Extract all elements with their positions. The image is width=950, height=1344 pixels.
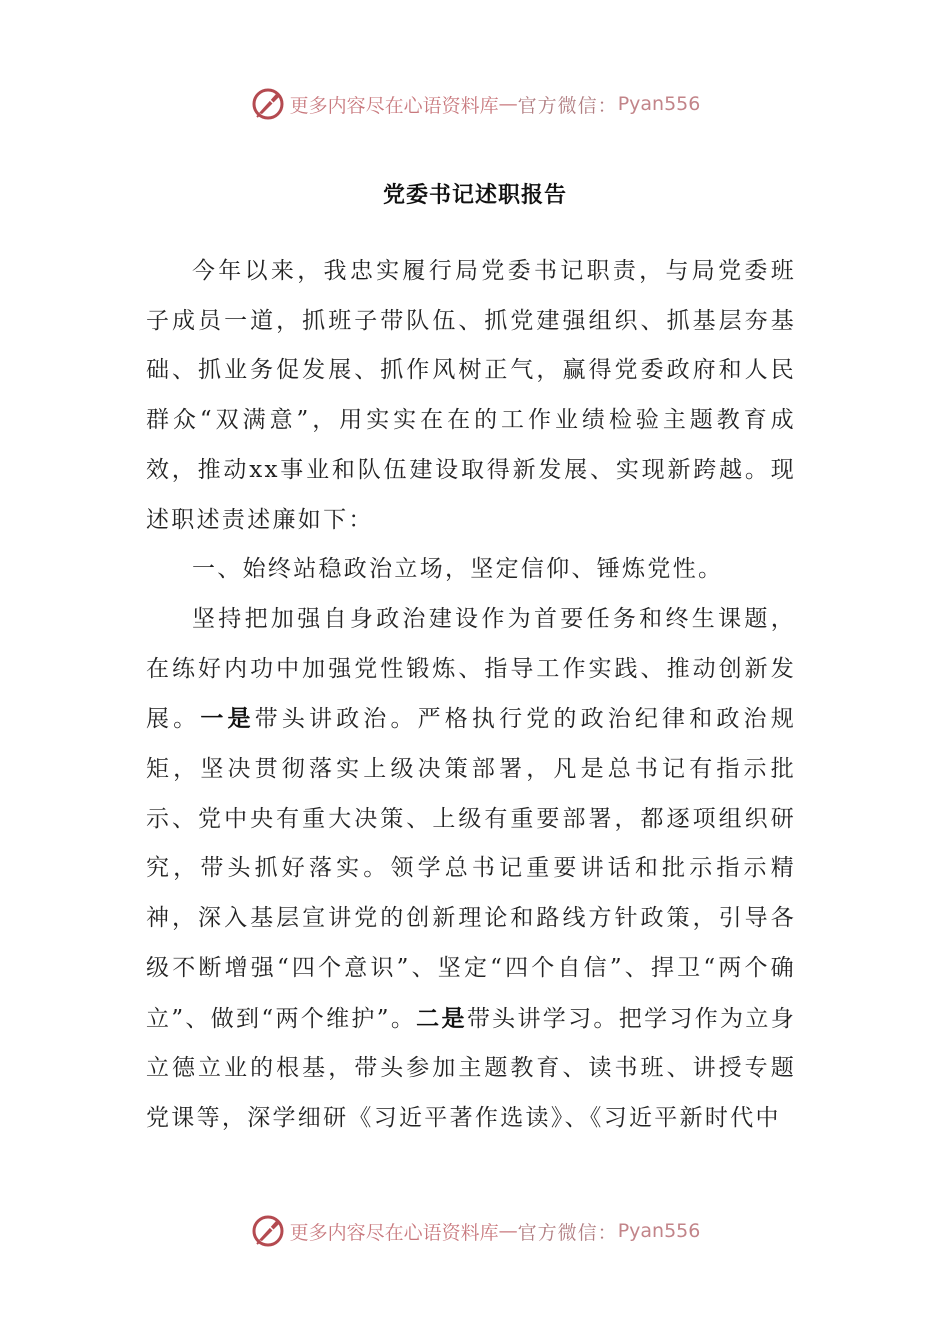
banner-wechat-label: 官方微信： (517, 1221, 618, 1244)
banner-brand: 更多内容尽在心语资料库 (289, 94, 499, 117)
watermark-banner-bottom (0, 1211, 950, 1251)
banner-dash: — (498, 93, 518, 115)
document-title: 党委书记述职报告 (382, 182, 567, 208)
banner-handle: Pyan556 (617, 1220, 701, 1242)
bold-marker-second: 二是 (416, 1004, 467, 1032)
section-heading-1: 一、始终站稳政治立场，坚定信仰、锤炼党性。 (192, 556, 724, 583)
watermark-banner-top (0, 84, 950, 124)
document-body (146, 247, 796, 1144)
paragraph-text: 带头讲政治。严格执行党的政治纪律和政治规矩，坚决贯彻落实上级决策部署，凡是总书记有指示批示、党中央有重大决策、上级有重要部署，都逐项组织研究，带头抓好落实。领学总书记重要讲话和批示指示精神，深入基层宣讲党的创新理论和路线方针政策，引导各级不断增强“四个意识”、坚定“四个自信”、捍卫“两个确立”、做到“两个维护”。 (146, 706, 796, 1032)
quill-logo-icon (250, 86, 286, 122)
paragraph-intro: 今年以来，我忠实履行局党委书记职责，与局党委班子成员一道，抓班子带队伍、抓党建强组织、抓基层夯基础、抓业务促发展、抓作风树正气，赢得党委政府和人民群众“双满意”，用实实在在的工作业绩检验主题教育成效，推动xx事业和队伍建设取得新发展、实现新跨越。现述职述责述廉如下： (146, 258, 796, 533)
quill-logo-icon (250, 1213, 286, 1249)
paragraph-text: 坚持把加强自身政治建设作为首要任务和终生课题，在练好内功中加强党性锻炼、指导工作实践、推动创新发展。 (146, 605, 796, 733)
bold-marker-first: 一是 (200, 705, 255, 733)
paragraph-section-1 (146, 595, 796, 1144)
banner-wechat-label: 官方微信： (517, 94, 618, 117)
banner-handle: Pyan556 (617, 93, 701, 115)
banner-dash: — (498, 1220, 518, 1242)
paragraph-text: 带头讲学习。把学习作为立身立德立业的根基，带头参加主题教育、读书班、讲授专题党课等，深学细研《习近平著作选读》、《习近平新时代中 (146, 1005, 796, 1131)
banner-brand: 更多内容尽在心语资料库 (289, 1221, 499, 1244)
